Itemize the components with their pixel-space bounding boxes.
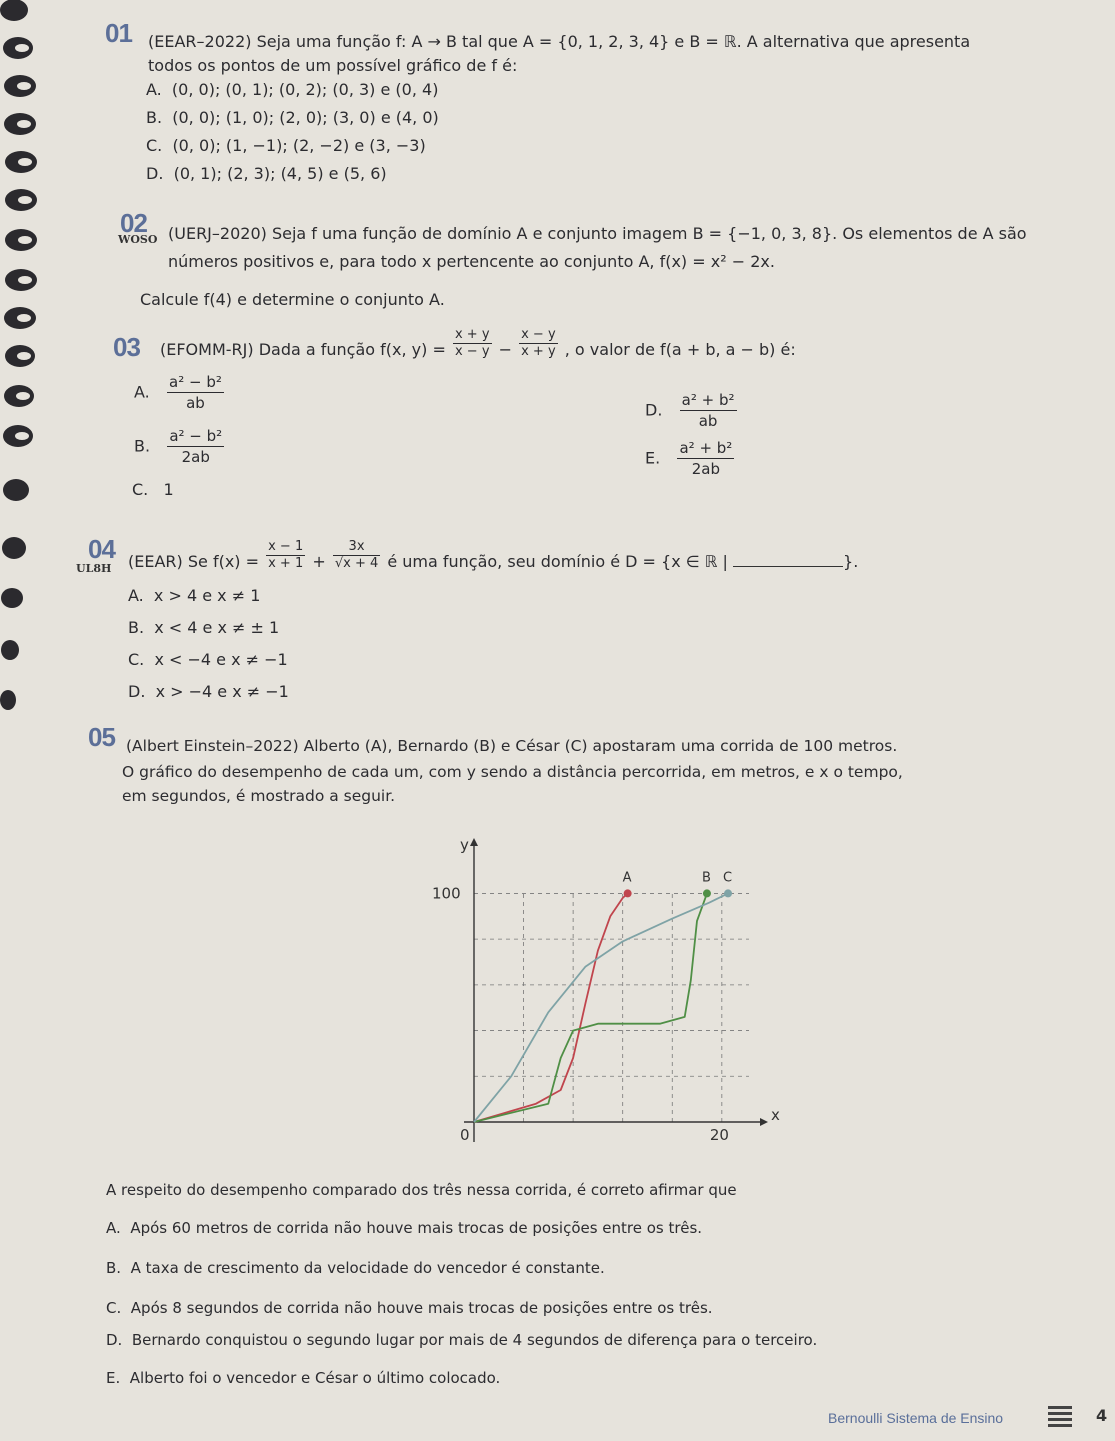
q4-option-b[interactable] — [128, 618, 279, 638]
question-number-04: 04 — [88, 534, 115, 564]
fraction-denominator: x − y — [454, 344, 490, 359]
q4-fraction-1 — [266, 539, 305, 572]
option-text: (0, 0); (1, 0); (2, 0); (3, 0) e (4, 0) — [172, 108, 439, 127]
q1-option-a[interactable] — [146, 80, 438, 100]
option-letter: C. — [106, 1299, 122, 1317]
fraction-denominator: ab — [698, 412, 718, 430]
q3-option-b[interactable] — [134, 426, 226, 467]
fraction-numerator: a² + b² — [681, 391, 735, 409]
x-tick-label: 20 — [709, 1126, 729, 1144]
q5-option-e[interactable] — [106, 1368, 500, 1388]
option-text: Após 60 metros de corrida não houve mais trocas de posições entre os três. — [130, 1219, 703, 1237]
option-text: x < −4 e x ≠ −1 — [154, 650, 288, 669]
q2-statement-line3: Calcule f(4) e determine o conjunto A. — [140, 290, 445, 309]
fraction-numerator: a² + b² — [679, 439, 733, 457]
option-letter: C. — [128, 650, 145, 669]
option-letter: B. — [128, 618, 145, 637]
option-letter: C. — [146, 136, 163, 155]
spiral-binding — [0, 0, 60, 1441]
option-letter: B. — [146, 108, 163, 127]
y-axis-arrow-icon — [470, 838, 478, 846]
option-letter: A. — [128, 586, 144, 605]
option-letter: E. — [645, 448, 661, 468]
option-fraction — [680, 390, 737, 431]
q3-option-e[interactable] — [645, 438, 736, 479]
option-text: Alberto foi o vencedor e César o último colocado. — [129, 1369, 501, 1387]
fraction-numerator: a² − b² — [169, 427, 223, 445]
x-axis-label: x — [771, 1106, 780, 1124]
y-tick-label: 100 — [432, 884, 461, 903]
q3-option-a[interactable] — [134, 372, 226, 413]
fraction-denominator: x + y — [521, 344, 556, 359]
q3-option-d[interactable] — [645, 390, 739, 431]
question-code-02: WOSO — [118, 233, 158, 246]
q1-statement-line1: (EEAR–2022) Seja uma função f: A → B tal que A = {0, 1, 2, 3, 4} e B = ℝ. A alternativa que apresenta — [148, 32, 971, 51]
q4-text-post: é uma função, seu domínio é D = {x ∈ ℝ | — [387, 552, 728, 571]
q4-text-pre: (EEAR) Se f(x) = — [128, 552, 260, 571]
fraction-denominator: 2ab — [181, 448, 210, 466]
q3-fraction-2 — [519, 327, 558, 360]
option-letter: E. — [106, 1369, 121, 1387]
question-number-02: 02 — [120, 208, 147, 238]
option-text: x > 4 e x ≠ 1 — [153, 586, 261, 605]
series-line-c — [474, 893, 728, 1122]
q3-option-c[interactable] — [132, 480, 174, 500]
q2-statement-line2: números positivos e, para todo x pertencente ao conjunto A, f(x) = x² − 2x. — [168, 252, 775, 271]
q3-fraction-1 — [453, 327, 492, 360]
series-label-a: A — [622, 870, 632, 886]
q3-minus-sign: − — [498, 340, 513, 359]
series-line-a — [474, 893, 628, 1122]
option-text: Após 8 segundos de corrida não houve mais trocas de posições entre os três. — [130, 1299, 713, 1317]
q1-option-b[interactable] — [146, 108, 439, 128]
option-letter: D. — [645, 400, 663, 420]
y-axis-label: y — [460, 836, 469, 854]
option-letter: A. — [146, 80, 162, 99]
q3-text-post: , o valor de f(a + b, a − b) é: — [564, 340, 796, 359]
fraction-numerator: x − y — [521, 327, 556, 342]
option-letter: B. — [106, 1259, 122, 1277]
q3-text-pre: (EFOMM-RJ) Dada a função f(x, y) = — [160, 340, 446, 359]
fraction-numerator: x − 1 — [268, 539, 304, 554]
option-text: A taxa de crescimento da velocidade do vencedor é constante. — [130, 1259, 605, 1277]
series-label-b: B — [701, 870, 711, 886]
option-text: (0, 0); (1, −1); (2, −2) e (3, −3) — [172, 136, 426, 155]
option-text: x > −4 e x ≠ −1 — [155, 682, 289, 701]
q5-statement-line2: O gráfico do desempenho de cada um, com y sendo a distância percorrida, em metros, e x o tempo, — [122, 763, 903, 781]
q5-option-a[interactable] — [106, 1218, 702, 1238]
q5-statement-line3: em segundos, é mostrado a seguir. — [122, 787, 396, 805]
series-endpoint-a — [624, 889, 632, 897]
question-number-03: 03 — [113, 332, 140, 362]
fraction-numerator: 3x — [333, 539, 380, 556]
brand-logo-icon — [1046, 1404, 1074, 1430]
race-chart — [430, 832, 790, 1162]
option-fraction — [167, 372, 224, 413]
fraction-denominator: 2ab — [691, 460, 721, 478]
q2-statement-line1: (UERJ–2020) Seja f uma função de domínio A e conjunto imagem B = {−1, 0, 3, 8}. Os elementos de A são — [168, 224, 1027, 243]
q4-option-c[interactable] — [128, 650, 288, 670]
q3-statement — [160, 327, 796, 360]
option-text: x < 4 e x ≠ ± 1 — [154, 618, 280, 637]
q5-option-d[interactable] — [106, 1330, 817, 1350]
q1-statement-line2: todos os pontos de um possível gráfico de f é: — [148, 56, 518, 75]
q4-option-a[interactable] — [128, 586, 260, 606]
q4-plus-sign: + — [312, 552, 326, 571]
q1-option-d[interactable] — [146, 164, 387, 184]
footer-brand: Bernoulli Sistema de Ensino — [828, 1410, 1004, 1426]
question-code-04: UL8H — [76, 562, 112, 575]
series-endpoint-b — [703, 889, 711, 897]
option-letter: A. — [106, 1219, 121, 1237]
option-letter: D. — [146, 164, 164, 183]
option-text: (0, 0); (0, 1); (0, 2); (0, 3) e (0, 4) — [171, 80, 439, 99]
q4-fraction-2 — [333, 539, 380, 572]
option-letter: D. — [128, 682, 146, 701]
option-text: Bernardo conquistou o segundo lugar por mais de 4 segundos de diferença para o terceiro. — [131, 1331, 818, 1349]
option-letter: A. — [134, 382, 150, 402]
option-fraction — [677, 438, 734, 479]
question-number-05: 05 — [88, 722, 115, 752]
series-endpoint-c — [724, 889, 732, 897]
q5-option-c[interactable] — [106, 1298, 713, 1318]
option-text: (0, 1); (2, 3); (4, 5) e (5, 6) — [173, 164, 387, 183]
q5-statement-line1: (Albert Einstein–2022) Alberto (A), Bernardo (B) e César (C) apostaram uma corrida de 100 metros. — [126, 737, 898, 755]
q5-option-b[interactable] — [106, 1258, 605, 1278]
question-number-01: 01 — [105, 18, 132, 48]
option-text: 1 — [163, 480, 174, 499]
option-letter: B. — [134, 436, 151, 456]
fraction-denominator: ab — [186, 394, 205, 412]
x-axis-arrow-icon — [760, 1118, 768, 1126]
option-letter: C. — [132, 480, 149, 499]
option-fraction — [167, 426, 224, 467]
q1-option-c[interactable] — [146, 136, 426, 156]
answer-blank — [733, 552, 843, 567]
x-tick-label: 0 — [460, 1126, 470, 1144]
q4-statement — [128, 539, 859, 572]
option-letter: D. — [106, 1331, 123, 1349]
q4-text-end: }. — [843, 552, 859, 571]
q4-option-d[interactable] — [128, 682, 289, 702]
fraction-numerator: x + y — [454, 327, 490, 342]
fraction-numerator: a² − b² — [169, 373, 222, 391]
q5-question: A respeito do desempenho comparado dos três nessa corrida, é correto afirmar que — [106, 1181, 737, 1199]
fraction-denominator: x + 1 — [268, 556, 304, 571]
page-number: 4 — [1096, 1406, 1108, 1425]
fraction-denominator: √x + 4 — [334, 556, 379, 571]
series-label-c: C — [723, 870, 733, 886]
